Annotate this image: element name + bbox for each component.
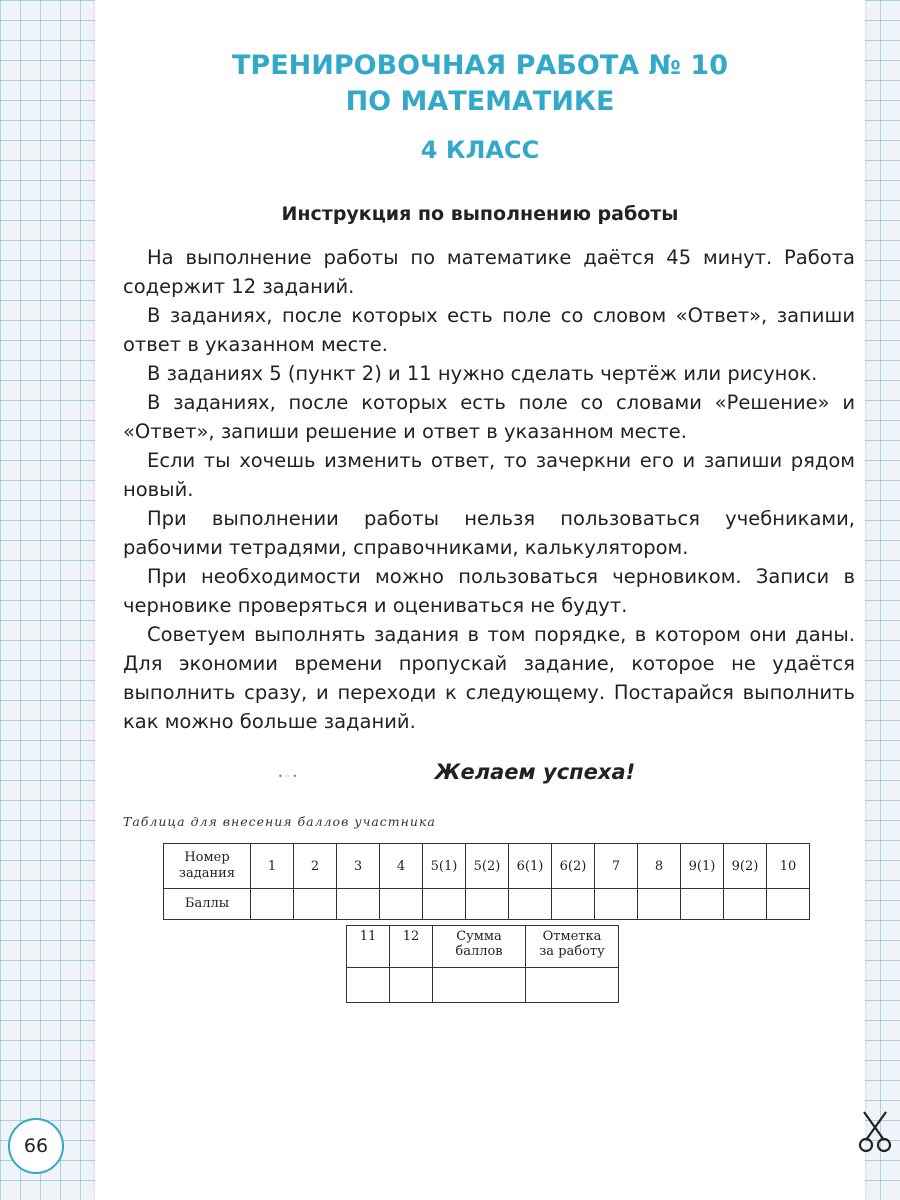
task-number-row [164,844,810,889]
page-number: 66 [8,1118,64,1174]
score-row-header: Баллы [164,889,251,920]
task-number-cell: 6(2) [552,844,595,889]
page-title [95,48,865,120]
score-cell[interactable] [380,889,423,920]
task-number-header: Номер задания [164,844,251,889]
score-cell[interactable] [466,889,509,920]
score-cell[interactable] [767,889,810,920]
instruction-paragraph: В заданиях, после которых есть поле со словом «Ответ», запиши ответ в указанном месте. [123,304,855,356]
score-cell[interactable] [390,968,433,1003]
summary-score-row [347,968,619,1003]
task-number-cell: 12 [390,926,433,968]
task-number-cell: 5(1) [423,844,466,889]
instruction-paragraph: На выполнение работы по математике даётся 45 минут. Работа содержит 12 заданий. [123,246,855,298]
grade-cell[interactable] [526,968,619,1003]
score-cell[interactable] [294,889,337,920]
instruction-paragraph: Если ты хочешь изменить ответ, то зачеркни его и запиши рядом новый. [123,449,855,501]
page-sheet [95,0,865,1200]
grade-header: Отметка за работу [526,926,619,968]
good-luck-text: Желаем успеха! [434,760,636,784]
instruction-paragraph: При выполнении работы нельзя пользоваться учебниками, рабочими тетрадями, справочниками, калькулятором. [123,507,855,559]
title-line-2: ПО МАТЕМАТИКЕ [345,86,615,117]
score-table-caption: Таблица для внесения баллов участника [123,814,436,829]
score-cell[interactable] [509,889,552,920]
task-number-cell: 9(1) [681,844,724,889]
score-cell[interactable] [681,889,724,920]
total-score-header: Сумма баллов [433,926,526,968]
task-number-cell: 3 [337,844,380,889]
scissors-icon [858,1110,892,1154]
total-score-cell[interactable] [433,968,526,1003]
score-cell[interactable] [347,968,390,1003]
score-cell[interactable] [638,889,681,920]
score-cell[interactable] [337,889,380,920]
task-number-cell: 4 [380,844,423,889]
score-cell[interactable] [724,889,767,920]
task-number-cell: 7 [595,844,638,889]
score-row [164,889,810,920]
summary-header-row [347,926,619,968]
task-number-cell: 1 [251,844,294,889]
instruction-paragraph: Советуем выполнять задания в том порядке, в котором они даны. Для экономии времени пропускай задание, которое не удаётся выполнить сразу, и переходи к следующему. Постарайся выполнить как можно больше заданий. [123,623,855,733]
task-number-cell: 11 [347,926,390,968]
grade-label: 4 КЛАСС [420,136,540,164]
task-number-cell: 8 [638,844,681,889]
instruction-paragraph: В заданиях, после которых есть поле со словами «Решение» и «Ответ», запиши решение и ответ в указанном месте. [123,391,855,443]
instructions-heading: Инструкция по выполнению работы [281,203,679,225]
print-mark: • ◦ • [278,772,298,781]
score-cell[interactable] [251,889,294,920]
task-number-cell: 5(2) [466,844,509,889]
score-cell[interactable] [595,889,638,920]
score-cell[interactable] [423,889,466,920]
title-line-1: ТРЕНИРОВОЧНАЯ РАБОТА № 10 [231,50,728,81]
instruction-paragraph: При необходимости можно пользоваться черновиком. Записи в черновике проверяться и оцениваться не будут. [123,565,855,617]
task-number-cell: 6(1) [509,844,552,889]
score-table [163,843,810,920]
task-number-cell: 2 [294,844,337,889]
instructions-body [123,243,855,736]
score-cell[interactable] [552,889,595,920]
task-number-cell: 9(2) [724,844,767,889]
task-number-cell: 10 [767,844,810,889]
score-summary-table [346,925,619,1003]
instruction-paragraph: В заданиях 5 (пункт 2) и 11 нужно сделать чертёж или рисунок. [147,362,818,385]
